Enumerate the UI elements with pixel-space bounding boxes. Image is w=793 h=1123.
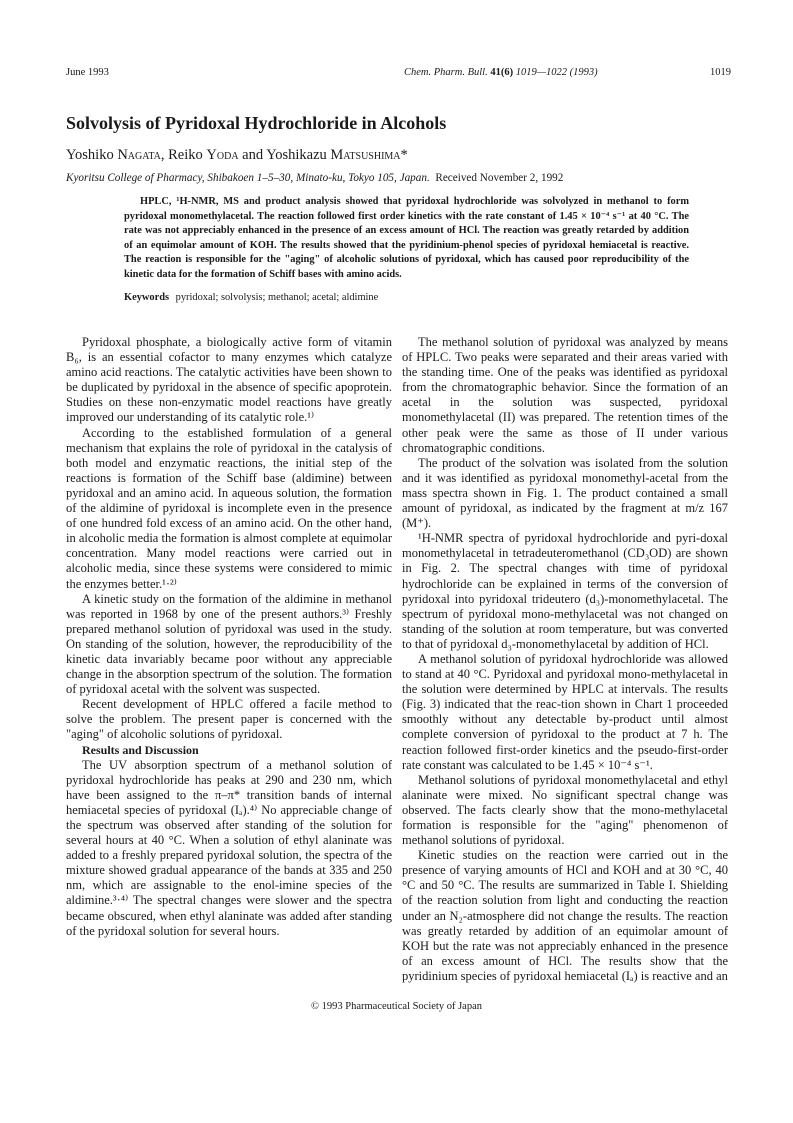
- author-3-family: Matsushima*: [330, 147, 408, 163]
- author-3-given: Yoshikazu: [266, 147, 327, 163]
- received-date: Received November 2, 1992: [435, 172, 564, 184]
- header-page-number: 1019: [710, 67, 731, 78]
- affiliation-address: Kyoritsu College of Pharmacy, Shibakoen 1–5–30, Minato-ku, Tokyo 105, Japan.: [66, 172, 430, 184]
- section-heading: Results and Discussion: [82, 742, 199, 757]
- article-title: Solvolysis of Pyridoxal Hydrochloride in Alcohols: [66, 113, 447, 133]
- keywords-label: Keywords: [124, 292, 170, 303]
- author-list: Yoshiko Nagata, Reiko Yoda and Yoshikazu Matsushima*: [66, 147, 408, 163]
- keywords: [124, 292, 378, 303]
- journal-volume: 41(6): [490, 67, 514, 78]
- abstract: HPLC, ¹H-NMR, MS and product analysis showed that pyridoxal hydrochloride was solvolyzed in methanol to form pyridoxal monomethylacetal. The reaction followed first order kinetics with the rate constant of 1.45 × 10⁻⁴ s⁻¹ at 40 °C. The rate was not appreciably enhanced in the presence of an excess amount of HCl. The reaction was greatly retarded by addition of an equimolar amount of KOH. The results showed that the pyridinium-phenol species of pyridoxal hemiacetal is reactive. The reaction is responsible for the "aging" of alcoholic solutions of pyridoxal, which has caused poor reproducibility of the kinetic data for the formation of Schiff bases with amino acids.: [124, 196, 689, 280]
- author-2-family: Yoda: [206, 147, 239, 163]
- author-2-given: Reiko: [168, 147, 203, 163]
- header-journal-citation: [404, 67, 598, 78]
- paragraph: The product of the solvation was isolated from the solution and it was identified as pyridoxal monomethyl-acetal from the mass spectra shown in Fig. 1. The product contained a small amount of pyridoxal, as indicated by the fragment at m/z 167 (M⁺).: [402, 455, 728, 531]
- paragraph: ¹H-NMR spectra of pyridoxal hydrochloride and pyri-doxal monomethylacetal in tetradeuteromethanol (CD₃OD) are shown in Fig. 2. The spectral changes with time of pyridoxal hydrochloride can be explained in terms of the conversion of pyridoxal into pyridoxal trideutero (d₃)-monomethylacetal. The spectrum of pyridoxal mono-methylacetal was not changed on standing of the solution at room temperature, but was converted to that of pyridoxal d₃-monomethylacetal by addition of HCl.: [402, 531, 728, 651]
- paragraph: The methanol solution of pyridoxal was analyzed by means of HPLC. Two peaks were separated and their areas varied with the standing time. One of the peaks was identified as pyridoxal from the chromatographic behavior. Since the formation of an acetal in the solution was suspected, pyridoxal monomethylacetal (II) was prepared. The retention times of the other peak were the same as those of II under various chromatographic conditions.: [402, 335, 728, 455]
- paragraph: Methanol solutions of pyridoxal monomethylacetal and ethyl alaninate were mixed. No significant spectral change was observed. The facts clearly show that the mono-methylacetal formation is responsible for the "aging" phenomenon of methanol solutions of pyridoxal.: [402, 772, 728, 848]
- journal-name: Chem. Pharm. Bull.: [404, 67, 488, 78]
- paragraph: Recent development of HPLC offered a facile method to solve the problem. The present paper is concerned with the "aging" of alcoholic solutions of pyridoxal.: [66, 697, 392, 742]
- author-1-family: Nagata: [117, 147, 161, 163]
- affiliation: [66, 172, 563, 184]
- author-1-given: Yoshiko: [66, 147, 114, 163]
- paragraph: Pyridoxal phosphate, a biologically active form of vitamin B₆, is an essential cofactor to many enzymes which catalyze amino acid reactions. The catalytic activities have been shown to be duplicated by pyridoxal in the absence of specific apoprotein. Studies on these non-enzymatic model reactions have greatly improved our understanding of its catalytic role.¹⁾: [66, 335, 392, 425]
- copyright-footer: © 1993 Pharmaceutical Society of Japan: [311, 1001, 482, 1012]
- paragraph: The UV absorption spectrum of a methanol solution of pyridoxal hydrochloride has peaks at 290 and 230 nm, which have been assigned to the π–π* transition bands of internal hemiacetal species of pyridoxal (Iₐ).⁴⁾ No appreciable change of the spectrum was observed after standing of the solution for several hours at 40 °C. When a solution of ethyl alaninate was added to a freshly prepared pyridoxal solution, the spectra of the mixture showed gradual appearance of the bands at 335 and 250 nm, which are assignable to the enol-imine species of the aldimine.³·⁴⁾ The spectral changes were slower and the spectra became obscured, when ethyl alaninate was added after standing of the pyridoxal solution for several hours.: [66, 757, 392, 938]
- header-date: June 1993: [66, 67, 109, 78]
- body-column-right: [402, 335, 728, 984]
- paragraph: A kinetic study on the formation of the aldimine in methanol was reported in 1968 by one of the present authors.³⁾ Freshly prepared methanol solution of pyridoxal was used in the study. On standing of the solution, however, the reproducibility of the kinetic data invariably became poor without any appreciable change in the absorption spectrum of the solution. The formation of pyridoxal acetal with the solvent was suspected.: [66, 591, 392, 697]
- paragraph: Kinetic studies on the reaction were carried out in the presence of varying amounts of HCl and KOH and at 30 °C, 40 °C and 50 °C. The results are summarized in Table I. Shielding of the reaction solution from light and conducting the reaction under an N₂-atmosphere did not change the results. The reaction was greatly retarded by addition of an equimolar amount of KOH but the rate was not appreciably enhanced in the presence of an excess amount of HCl. The results show that the pyridinium species of pyridoxal hemiacetal (Iₐ) is reactive and an: [402, 848, 728, 983]
- body-column-left: [66, 335, 392, 939]
- keywords-text: pyridoxal; solvolysis; methanol; acetal; aldimine: [175, 292, 379, 303]
- paragraph: A methanol solution of pyridoxal hydrochloride was allowed to stand at 40 °C. Pyridoxal and pyridoxal mono-methylacetal in the solution were determined by HPLC at intervals. The results (Fig. 3) indicated that the reac-tion shown in Chart 1 proceeded smoothly without any detectable by-product until almost complete conversion of pyridoxal to the product at 7 h. The reaction followed first-order kinetics and the pseudo-first-order rate constant was calculated to be 1.45 × 10⁻⁴ s⁻¹.: [402, 651, 728, 772]
- journal-pages: 1019—1022 (1993): [515, 67, 598, 78]
- paragraph: According to the established formulation of a general mechanism that explains the role of pyridoxal in the catalysis of both model and enzymatic reactions, the initial step of the reactions is formation of the Schiff base (aldimine) between pyridoxal and an amino acid. In aqueous solution, the formation of the aldimine of pyridoxal is incomplete even in the presence of one hundred fold excess of an amino acid. On the other hand, in alcoholic media the formation is almost complete at equimolar concentration. Many model reactions were carried out in alcoholic media, since these systems were considered to mimic the enzymes better.¹·²⁾: [66, 425, 392, 591]
